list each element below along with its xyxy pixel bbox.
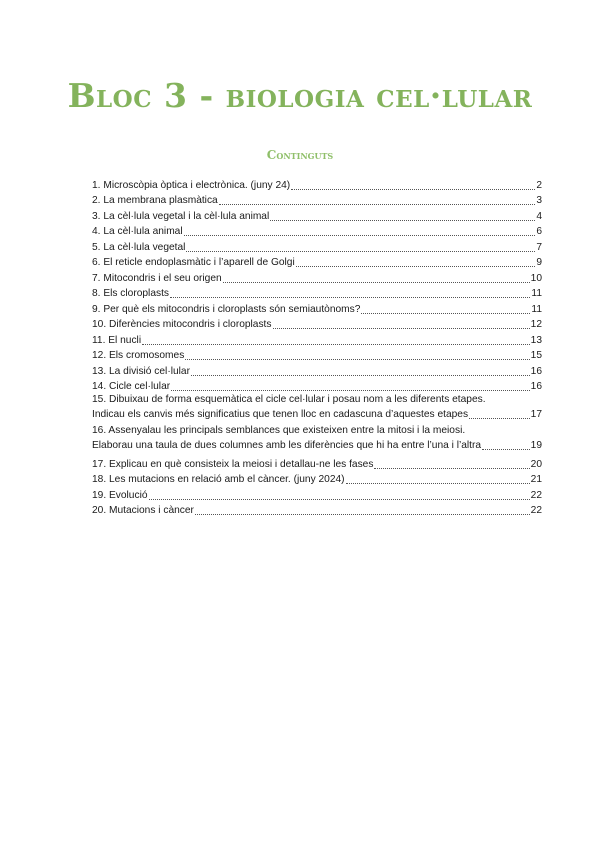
toc-entry-7[interactable]: [92, 269, 542, 285]
toc-entry-16[interactable]: [92, 424, 542, 455]
dot-leader: [149, 498, 530, 500]
toc-entry-label: 3. La cèl·lula vegetal i la cèl·lula animal: [92, 210, 270, 222]
dot-leader: [223, 281, 530, 283]
toc-entry-label: 9. Per què els mitocondris i cloroplasts són semiautònoms?: [92, 303, 361, 315]
toc-entry-4[interactable]: [92, 223, 542, 239]
toc-entry-label: 19. Evolució: [92, 489, 148, 501]
dot-leader: [270, 219, 535, 221]
toc-entry-18[interactable]: [92, 471, 542, 487]
toc-entry-13[interactable]: [92, 362, 542, 378]
toc-entry-label: 17. Explicau en què consisteix la meiosi i detallau-ne les fases: [92, 458, 374, 470]
toc-entry-label: 1. Microscòpia òptica i electrònica. (juny 24): [92, 179, 291, 191]
dot-leader: [219, 203, 536, 205]
toc-entry-page: 20: [530, 458, 542, 470]
toc-entry-page: 10: [530, 272, 542, 284]
toc-entry-page: 6: [536, 226, 542, 237]
dot-leader: [361, 312, 530, 314]
toc-entry-label: 18. Les mutacions en relació amb el càncer. (juny 2024): [92, 474, 345, 485]
toc-entry-6[interactable]: [92, 254, 542, 270]
toc-entry-label: Indicau els canvis més significatius que tenen lloc en cadascuna d’aquestes etapes: [92, 409, 469, 420]
toc-entry-label: 11. El nucli: [92, 334, 142, 346]
toc-entry-label: 2. La membrana plasmàtica: [92, 195, 218, 206]
toc-entry-label-line1: 16. Assenyalau les principals semblances que existeixen entre la mitosi i la meiosi.: [92, 425, 466, 436]
toc-entry-page: 12: [530, 319, 542, 330]
page-title: Bloc 3 - biologia cel·lular: [67, 76, 533, 115]
dot-leader: [186, 250, 535, 252]
toc-entry-page: 11: [531, 288, 542, 299]
toc-entry-page: 3: [536, 195, 542, 206]
toc-entry-label: 8. Els cloroplasts: [92, 288, 170, 299]
dot-leader: [142, 343, 530, 345]
toc-entry-label: 20. Mutacions i càncer: [92, 505, 194, 516]
dot-leader: [482, 448, 530, 450]
dot-leader: [185, 358, 529, 360]
toc-entry-page: 22: [530, 489, 542, 501]
toc-entry-page: 16: [530, 381, 542, 392]
toc-entry-page: 7: [536, 241, 542, 253]
toc-entry-page: 19: [530, 440, 542, 451]
dot-leader: [191, 374, 530, 376]
toc-entry-label-line1: 15. Dibuixau de forma esquemàtica el cicle cel·lular i posau nom a les diferents etapes.: [92, 394, 486, 405]
dot-leader: [374, 467, 529, 469]
dot-leader: [346, 482, 530, 484]
toc-entry-page: 21: [530, 474, 542, 485]
toc-entry-page: 22: [530, 505, 542, 516]
toc-entry-8[interactable]: [92, 285, 542, 301]
toc-heading: Continguts: [266, 148, 334, 162]
toc-entry-page: 17: [530, 409, 542, 420]
toc-entry-label: 10. Diferències mitocondris i cloroplasts: [92, 319, 272, 330]
toc-entry-label: 14. Cicle cel·lular: [92, 381, 171, 392]
dot-leader: [469, 417, 530, 419]
toc-entry-page: 13: [530, 334, 542, 346]
toc-entry-9[interactable]: [92, 300, 542, 316]
toc-entry-page: 9: [536, 257, 542, 268]
toc-entry-label: Elaborau una taula de dues columnes amb les diferències que hi ha entre l’una i l’altra: [92, 440, 482, 451]
toc-entry-page: 15: [530, 350, 542, 361]
dot-leader: [171, 389, 530, 391]
toc-entry-17[interactable]: [92, 455, 542, 471]
toc-entry-12[interactable]: [92, 347, 542, 363]
dot-leader: [273, 327, 530, 329]
dot-leader: [170, 296, 530, 298]
toc-entry-label: 6. El reticle endoplasmàtic i l’aparell de Golgi: [92, 257, 295, 268]
dot-leader: [296, 265, 536, 267]
table-of-contents: [92, 176, 542, 517]
toc-entry-5[interactable]: [92, 238, 542, 254]
toc-entry-label: 7. Mitocondris i el seu origen: [92, 272, 222, 284]
toc-entry-label: 5. La cèl·lula vegetal: [92, 241, 186, 253]
toc-entry-15[interactable]: [92, 393, 542, 424]
toc-entry-19[interactable]: [92, 486, 542, 502]
toc-entry-3[interactable]: [92, 207, 542, 223]
dot-leader: [195, 513, 530, 515]
toc-entry-page: 2: [536, 179, 542, 191]
toc-entry-label: 4. La cèl·lula animal: [92, 226, 183, 237]
toc-entry-1[interactable]: [92, 176, 542, 192]
toc-entry-11[interactable]: [92, 331, 542, 347]
toc-entry-14[interactable]: [92, 378, 542, 394]
dot-leader: [291, 188, 535, 190]
toc-entry-page: 16: [530, 365, 542, 377]
toc-entry-page: 11: [531, 303, 542, 315]
toc-entry-label: 12. Els cromosomes: [92, 350, 185, 361]
toc-entry-label: 13. La divisió cel·lular: [92, 365, 190, 377]
dot-leader: [184, 234, 536, 236]
toc-entry-10[interactable]: [92, 316, 542, 332]
toc-entry-20[interactable]: [92, 502, 542, 518]
toc-entry-2[interactable]: [92, 192, 542, 208]
toc-entry-page: 4: [536, 210, 542, 222]
